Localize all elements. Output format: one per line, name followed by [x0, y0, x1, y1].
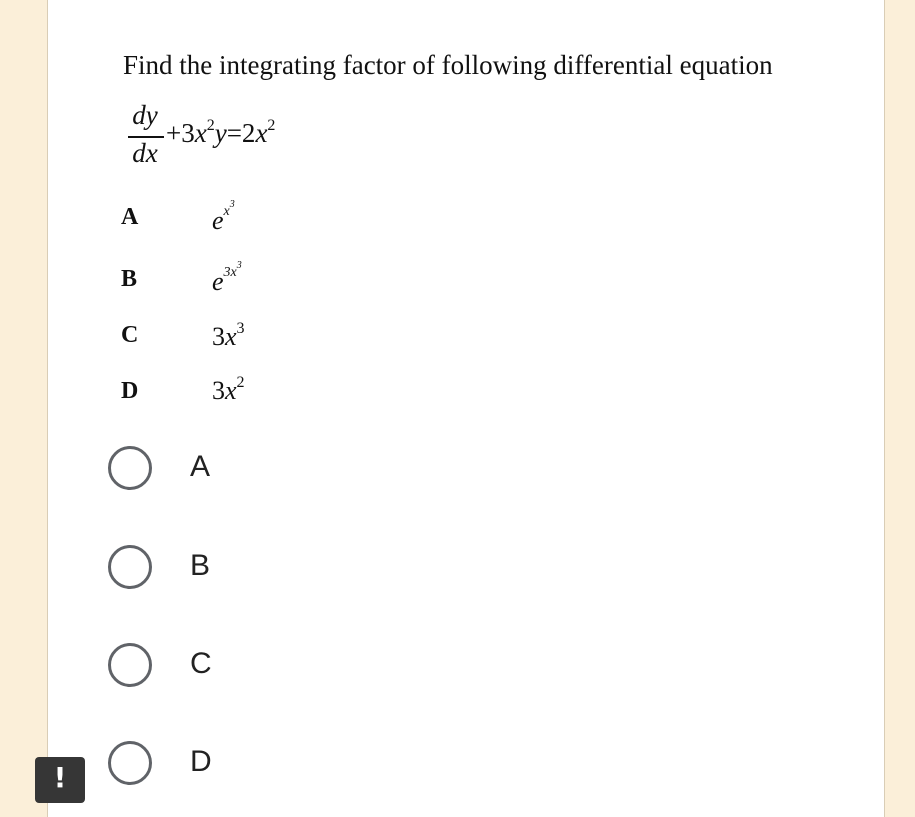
option-letter-c: C — [121, 322, 139, 348]
numerator: dy — [132, 100, 158, 130]
right-border — [884, 0, 885, 817]
choice-label-d[interactable]: D — [190, 745, 212, 778]
question-text: Find the integrating factor of following differential equation — [123, 50, 773, 80]
choice-b[interactable] — [108, 545, 308, 597]
radio-button-c[interactable] — [108, 643, 152, 687]
differential-equation — [126, 100, 356, 180]
choice-d[interactable] — [108, 741, 308, 793]
choice-label-c[interactable]: C — [190, 647, 212, 680]
choice-label-b[interactable]: B — [190, 549, 211, 582]
option-expression-a: $e^{x^3}$ — [212, 199, 235, 235]
denominator: dx — [132, 138, 158, 168]
option-expression-c: $3x^3$ — [212, 320, 245, 351]
option-letter-a: A — [121, 204, 139, 230]
choice-a[interactable] — [108, 446, 308, 498]
option-letter-b: B — [121, 266, 138, 292]
choice-c[interactable] — [108, 643, 308, 695]
option-expression-d: $3x^2$ — [212, 374, 245, 405]
equation-rhs: $+3x^2y=2x^2$ — [166, 117, 276, 148]
option-expression-b: $e^{3x^3}$ — [212, 260, 242, 296]
choice-label-a[interactable]: A — [190, 450, 211, 483]
option-letter-d: D — [121, 378, 139, 404]
radio-button-a[interactable] — [108, 446, 152, 490]
alert-icon[interactable]: ! — [35, 757, 85, 803]
radio-button-d[interactable] — [108, 741, 152, 785]
radio-button-b[interactable] — [108, 545, 152, 589]
